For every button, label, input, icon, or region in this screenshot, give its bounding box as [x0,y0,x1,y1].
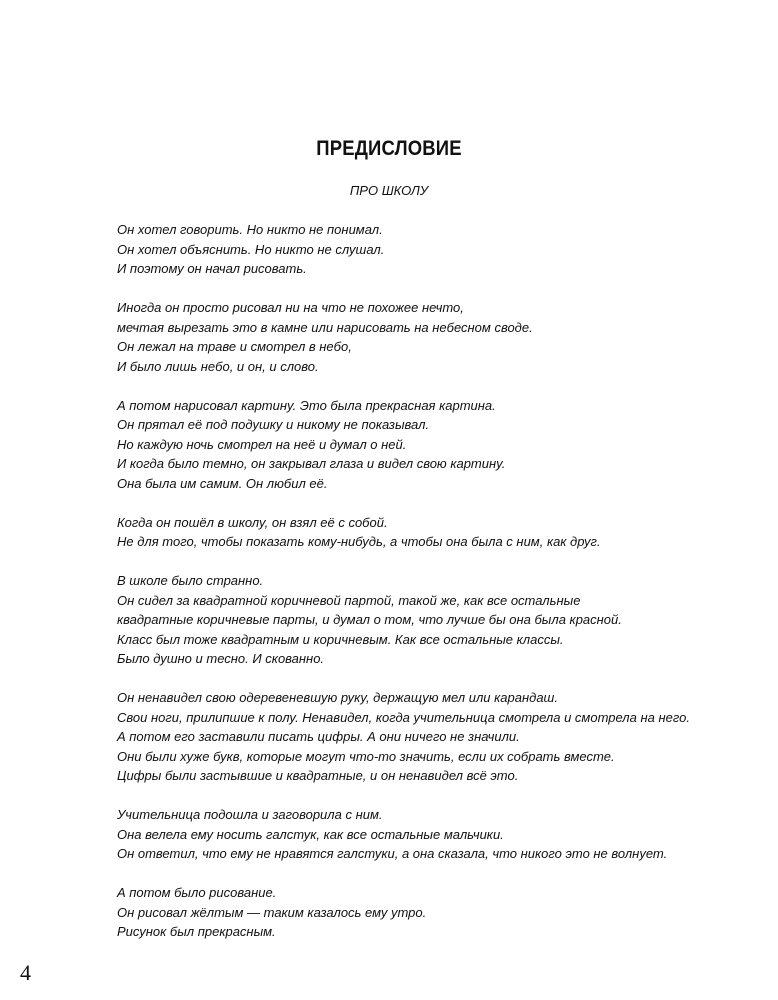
text-line: Иногда он просто рисовал ни на что не похожее нечто, [117,300,464,315]
page-number: 4 [20,960,31,985]
text-line: И когда было темно, он закрывал глаза и видел свою картину. [117,456,506,471]
text-line: Цифры были застывшие и квадратные, и он ненавидел всё это. [117,768,519,783]
text-line: Учительница подошла и заговорила с ним. [117,807,383,822]
text-line: мечтая вырезать это в камне или нарисовать на небесном своде. [117,319,533,335]
text-line: И было лишь небо, и он, и слово. [117,358,319,374]
stanza [117,396,737,494]
text-line: квадратные коричневые парты, и думал о том, что лучше бы она была красной. [117,612,622,627]
text-line: В школе было странно. [117,573,264,588]
text-line: Но каждую ночь смотрел на неё и думал о ней. [117,436,407,452]
text-line: Рисунок был прекрасным. [117,924,276,939]
stanza [117,220,737,279]
chapter-title: ПРЕДИСЛОВИЕ [316,137,462,160]
text-line: Класс был тоже квадратным и коричневым. Как все остальные классы. [117,631,564,647]
poem-body [117,220,737,961]
text-line: Он ненавидел свою одеревеневшую руку, держащую мел или карандаш. [117,690,558,705]
text-line: Он хотел говорить. Но никто не понимал. [117,222,383,237]
text-line: А потом было рисование. [117,885,277,900]
text-line: А потом нарисовал картину. Это была прекрасная картина. [117,397,496,413]
text-line: А потом его заставили писать цифры. А они ничего не значили. [117,729,520,744]
text-line: Он прятал её под подушку и никому не показывал. [117,417,430,432]
text-line: Не для того, чтобы показать кому-нибудь, а чтобы она была с ним, как друг. [117,534,601,549]
chapter-subtitle: ПРО ШКОЛУ [349,183,429,198]
text-line: Она велела ему носить галстук, как все остальные мальчики. [117,826,504,842]
text-line: Он ответил, что ему не нравятся галстуки, а она сказала, что никого это не волнует. [117,846,668,861]
text-line: Он сидел за квадратной коричневой партой, такой же, как все остальные [117,592,581,608]
text-line: Он хотел объяснить. Но никто не слушал. [117,241,385,257]
text-line: Он рисовал жёлтым — таким казалось ему утро. [117,904,427,920]
text-line: Было душно и тесно. И скованно. [117,651,325,666]
stanza [117,571,737,669]
text-line: И поэтому он начал рисовать. [117,261,307,276]
text-line: Он лежал на траве и смотрел в небо, [117,339,352,354]
text-line: Когда он пошёл в школу, он взял её с собой. [117,514,388,530]
text-line: Она была им самим. Он любил её. [117,475,328,491]
stanza [117,298,737,376]
text-line: Свои ноги, прилипшие к полу. Ненавидел, когда учительница смотрела и смотрела на него. [117,709,690,725]
text-line: Они были хуже букв, которые могут что-то значить, если их собрать вместе. [117,748,615,764]
stanza [117,688,737,786]
stanza [117,883,737,942]
stanza [117,805,737,864]
stanza [117,513,737,552]
